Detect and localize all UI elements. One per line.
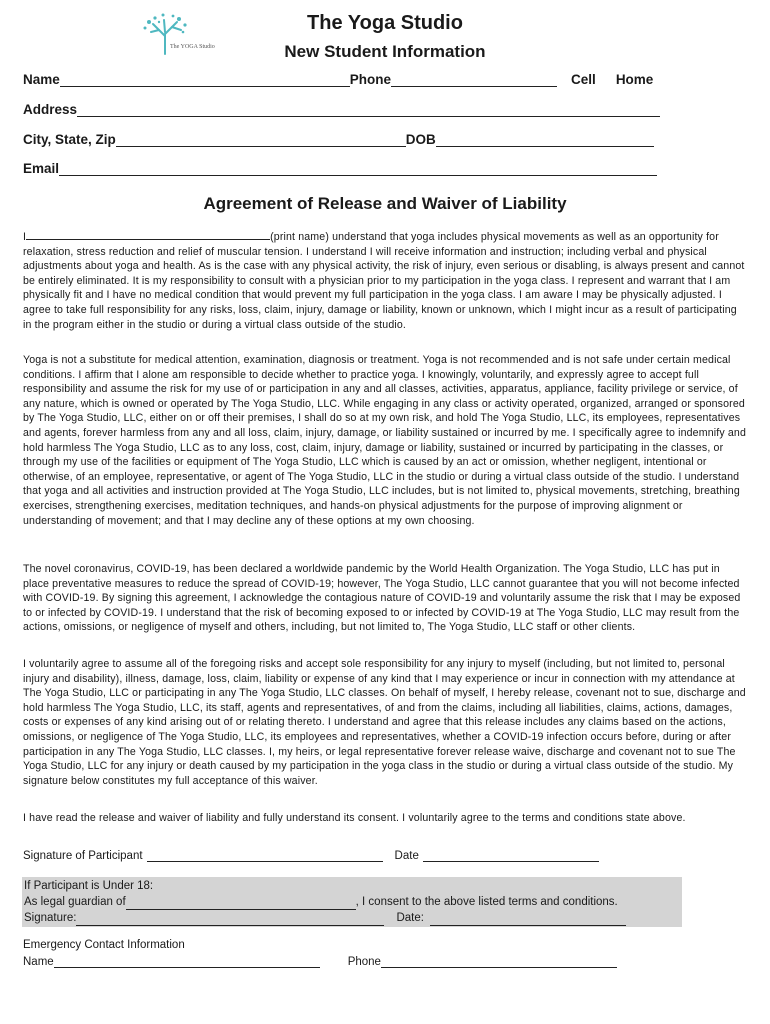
emergency-phone-field[interactable]	[381, 955, 617, 968]
city-dob-row	[23, 132, 654, 147]
name-phone-row	[23, 72, 653, 87]
address-row	[23, 102, 660, 117]
guardian-signature-field[interactable]	[76, 913, 384, 926]
phone-field[interactable]	[391, 72, 557, 87]
guardian-prefix: As legal guardian of	[24, 896, 126, 908]
minor-heading: If Participant is Under 18:	[24, 880, 154, 892]
emergency-phone-label: Phone	[347, 956, 381, 968]
minor-section	[22, 877, 682, 927]
print-name-field[interactable]	[26, 230, 270, 240]
guardian-date-field[interactable]	[430, 913, 626, 926]
city-state-zip-field[interactable]	[116, 132, 406, 147]
guardian-signature-label: Signature:	[24, 912, 77, 924]
guardian-of-field[interactable]	[126, 897, 356, 910]
agreement-paragraph-1	[23, 230, 748, 332]
dob-field[interactable]	[436, 132, 654, 147]
agreement-title: Agreement of Release and Waiver of Liability	[203, 194, 567, 213]
signature-label: Signature of Participant	[23, 850, 143, 862]
agreement-paragraph-5: I have read the release and waiver of liability and fully understand its consent. I voluntarily agree to the terms and conditions state above.	[23, 812, 686, 824]
address-field[interactable]	[77, 102, 660, 117]
cell-option[interactable]: Cell	[571, 72, 596, 87]
home-option[interactable]: Home	[615, 72, 654, 87]
city-state-zip-label: City, State, Zip	[23, 132, 116, 147]
phone-label: Phone	[349, 72, 392, 87]
participant-date-field[interactable]	[423, 849, 599, 862]
guardian-suffix: , I consent to the above listed terms and conditions.	[355, 896, 618, 908]
dob-label: DOB	[405, 132, 436, 147]
participant-signature-field[interactable]	[147, 849, 383, 862]
email-label: Email	[23, 161, 60, 176]
emergency-row	[23, 955, 617, 968]
studio-name: The Yoga Studio	[307, 12, 463, 34]
agreement-paragraph-2: Yoga is not a substitute for medical attention, examination, diagnosis or treatment. Yoga is not recommended and is not safe under certain medical conditions. I affirm that I alone am responsible to decide whether to practice yoga. I knowingly, voluntarily, and expressly agree to accept full responsibility and assume the risk for my use of or participation in any and all classes, activities, apparatus, appliance, facility privilege or service, of any nature, which is owned or operated by The Yoga Studio, LLC. While engaging in any class or activity operated, organized, arranged or sponsored by The Yoga Studio, LLC, either on or off their premises, I shall do so at my own risk, and hold The Yoga Studio, LLC, its employees, representatives and agents, forever harmless from any and all loss, claim, injury, damage, or liability sustained or incurred by me. I specifically agree to indemnify and hold harmless The Yoga Studio, LLC as to any loss, cost, claim, injury, damage or liability, sustained or incurred by participating in the classes, or through my use of the facilities or equipment of The Yoga Studio, LLC which is caused by an act or omission, whether negligent, intentional or otherwise, of an employee, representative, or agent of The Yoga Studio, LLC in the studio or during a virtual class outside of the studio. I understand that yoga and all activities and instruction provided at The Yoga Studio, LLC includes, but is not limited to, physical movements, stretching, breathing exercises, strengthening exercises, meditation techniques, and hands-on physical adjustments for the purpose of improving alignment or understanding of movement; and that I may decline any of these options at my own choosing.	[23, 354, 747, 527]
form-title: New Student Information	[284, 42, 486, 61]
guardian-signature-row	[24, 910, 680, 926]
email-row	[23, 161, 657, 176]
participant-signature-row	[23, 849, 599, 862]
agreement-paragraph-4: I voluntarily agree to assume all of the foregoing risks and accept sole responsibility for any injury to myself (including, but not limited to, personal injury and disability), illness, damage, loss, claim, liability or expense of any kind that I may experience or incur in connection with my attendance at The Yoga Studio, LLC or participating in any The Yoga Studio, LLC classes. On behalf of myself, I hereby release, covenant not to sue, discharge and hold harmless The Yoga Studio, LLC, its staff, agents and representatives, of and from the claims, including all liabilities, claims, actions, damages, costs or expenses of any kind arising out of or relating thereto. I understand and agree that this release includes any claims based on the actions, omissions, or negligence of The Yoga Studio, LLC, its employees and representatives, whether a COVID-19 infection occurs before, during or after participation in any The Yoga Studio, LLC classes. I, my heirs, or legal representative forever release waive, discharge and covenant not to sue The Yoga Studio, LLC for any injury or death caused by my participation in the yoga class in the studio or during a virtual class outside of the studio. My signature below constitutes my full acceptance of this waiver.	[23, 658, 746, 787]
name-label: Name	[23, 72, 60, 87]
p1-rest: (print name) understand that yoga includes physical movements as well as an opportunity for relaxation, stress reduction and relief of muscular tension. I understand I will receive information and instruction; including verbal and physical adjustments about yoga and health. As is the case with any physical activity, the risk of injury, even serious or disabling, is always present and cannot be entirely eliminated. It is my responsibility to consult with a physician prior to my participation in the yoga class. I represent and warrant that I am physically fit and I have no medical condition that would prevent my full participation in the yoga class. I am aware I may be physically adjusted. I agree to take full responsibility for any risks, loss, claim, injury, damage or liability, known or unknown, which I might incur as a result of participating in the program either in the studio or during a virtual class outside of the studio.	[23, 231, 745, 331]
emergency-name-label: Name	[23, 956, 54, 968]
guardian-date-label: Date:	[396, 912, 424, 924]
guardian-row	[24, 894, 680, 910]
address-label: Address	[23, 102, 78, 117]
emergency-heading: Emergency Contact Information	[23, 939, 185, 951]
p1-start: I	[23, 231, 27, 243]
name-field[interactable]	[60, 72, 350, 87]
date-label: Date	[394, 850, 419, 862]
emergency-name-field[interactable]	[54, 955, 320, 968]
email-field[interactable]	[59, 161, 657, 176]
agreement-paragraph-3: The novel coronavirus, COVID-19, has been declared a worldwide pandemic by the World Health Organization. The Yoga Studio, LLC has put in place preventative measures to reduce the spread of COVID-19; however, The Yoga Studio, LLC cannot guarantee that you will not become infected with COVID-19. By signing this agreement, I acknowledge the contagious nature of COVID-19 and voluntarily assume the risk that I may be exposed to or infected by COVID-19. I understand that the risk of becoming exposed to or infected by COVID-19 at The Yoga Studio, LLC may result from the actions, omissions, or negligence of myself and others, including, but not limited to, The Yoga Studio, LLC staff or other clients.	[23, 563, 741, 634]
logo-text: The YOGA Studio	[170, 44, 215, 50]
